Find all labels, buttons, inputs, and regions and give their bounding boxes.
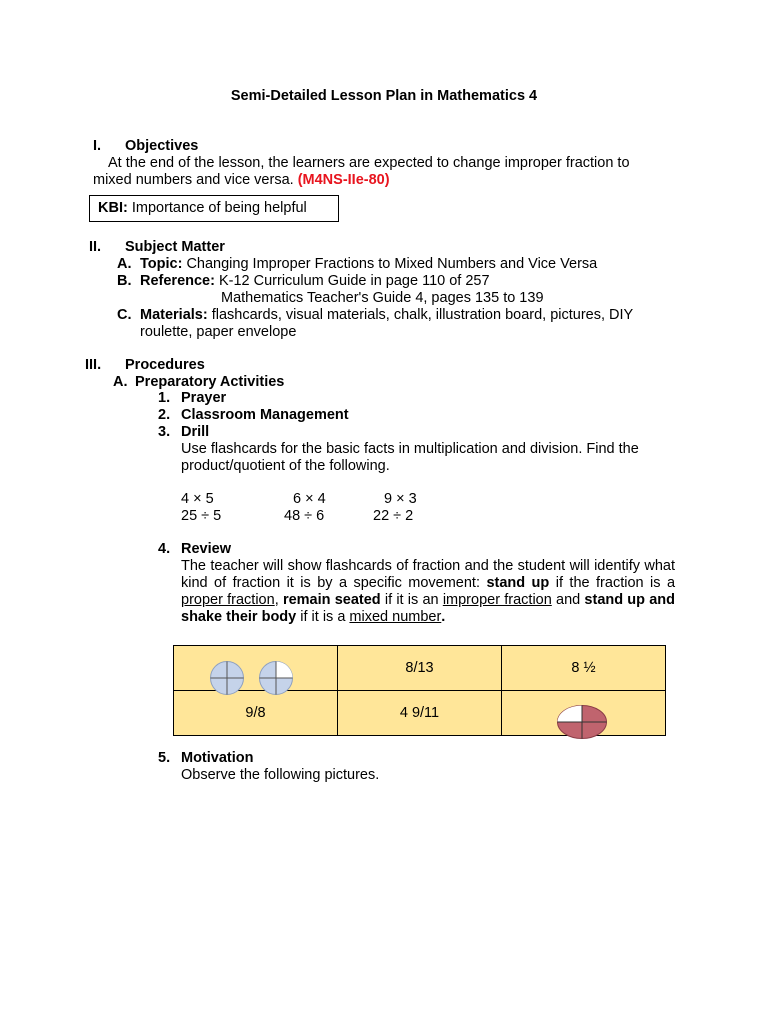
table-cell: 9/8 <box>174 691 338 736</box>
reference-text: K-12 Curriculum Guide in page 110 of 257 <box>218 273 490 289</box>
drill-fact: 25 ÷ 5 <box>181 508 222 524</box>
drill-fact: 6 × 4 <box>293 491 326 507</box>
table-cell <box>502 691 666 736</box>
drill-fact: 22 ÷ 2 <box>373 508 414 524</box>
objectives-text: mixed numbers and vice versa. <box>93 172 294 188</box>
underlined-term: proper fraction <box>181 592 275 608</box>
topic-line <box>140 256 597 273</box>
drill-fact: 9 × 3 <box>384 491 417 507</box>
topic-label: Topic: <box>140 256 183 272</box>
competency-code: (M4NS-IIe-80) <box>297 172 390 188</box>
objectives-heading: Objectives <box>125 138 199 154</box>
table-cell: 8/13 <box>338 646 502 691</box>
materials-label: Materials: <box>140 307 208 323</box>
materials-text-line2: roulette, paper envelope <box>140 324 297 340</box>
topic-text: Changing Improper Fractions to Mixed Numbers and Vice Versa <box>186 256 598 272</box>
item-number: 5. <box>158 750 171 766</box>
item-number: 2. <box>158 407 171 423</box>
kbi-text: Importance of being helpful <box>131 200 307 216</box>
list-letter: A. <box>117 256 132 272</box>
item-number: 4. <box>158 541 171 557</box>
procedures-heading: Procedures <box>125 357 205 373</box>
section-numeral: III. <box>85 357 102 373</box>
materials-line <box>140 307 633 324</box>
fraction-circle-red-three-quarters-icon <box>556 704 608 740</box>
list-letter: B. <box>117 273 132 289</box>
reference-line <box>140 273 490 290</box>
reference-label: Reference: <box>140 273 215 289</box>
drill-text-line2: product/quotient of the following. <box>181 458 390 474</box>
objectives-text-line1: At the end of the lesson, the learners are expected to change improper fraction to <box>108 155 630 171</box>
emphasis: remain seated <box>282 592 381 608</box>
subject-matter-heading: Subject Matter <box>125 239 225 255</box>
section-numeral: I. <box>93 138 102 154</box>
underlined-term: mixed number <box>349 609 442 625</box>
objectives-text-line2 <box>93 172 390 189</box>
page-title: Semi-Detailed Lesson Plan in Mathematics 4 <box>230 88 538 104</box>
item-motivation: Motivation <box>181 750 254 766</box>
item-number: 3. <box>158 424 171 440</box>
table-cell: 8 ½ <box>502 646 666 691</box>
item-drill: Drill <box>181 424 210 440</box>
table-row <box>174 691 666 736</box>
item-prayer: Prayer <box>181 390 227 406</box>
kbi-box <box>89 195 339 222</box>
item-classroom-management: Classroom Management <box>181 407 349 423</box>
drill-fact: 4 × 5 <box>181 491 214 507</box>
materials-text: flashcards, visual materials, chalk, illustration board, pictures, DIY <box>211 307 634 323</box>
drill-fact: 48 ÷ 6 <box>284 508 325 524</box>
motivation-text: Observe the following pictures. <box>181 767 380 783</box>
reference-text-line2: Mathematics Teacher's Guide 4, pages 135 to 139 <box>221 290 544 306</box>
fraction-table <box>173 645 666 736</box>
list-letter: A. <box>113 374 128 390</box>
drill-text-line1: Use flashcards for the basic facts in multiplication and division. Find the <box>181 441 639 457</box>
preparatory-heading: Preparatory Activities <box>135 374 285 390</box>
section-numeral: II. <box>89 239 102 255</box>
underlined-term: improper fraction <box>442 592 552 608</box>
emphasis: stand up and shake their body <box>181 592 676 625</box>
kbi-label: KBI: <box>98 200 128 216</box>
table-cell: 4 9/11 <box>338 691 502 736</box>
emphasis: stand up <box>486 575 550 591</box>
table-cell <box>174 646 338 691</box>
item-number: 1. <box>158 390 171 406</box>
item-review: Review <box>181 541 231 557</box>
list-letter: C. <box>117 307 132 323</box>
table-row <box>174 646 666 691</box>
review-paragraph: The teacher will show flashcards of fraction and the student will identify what kind of fraction it is by a specific movement: stand up if the fraction is a proper fraction, remain seated if it is an improper fraction and stand up and shake their body if it is a mixed number. <box>181 558 676 625</box>
